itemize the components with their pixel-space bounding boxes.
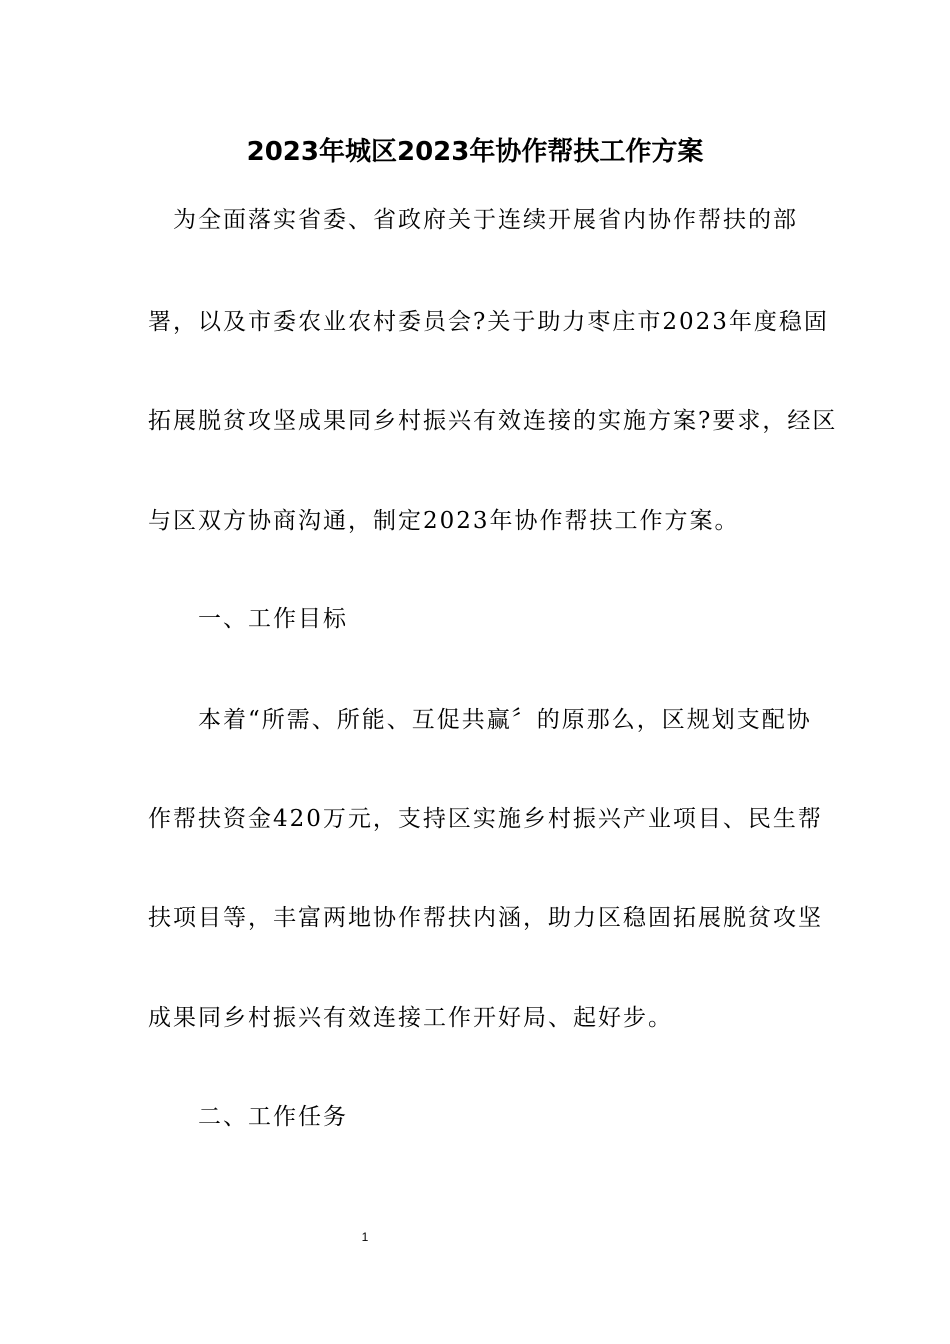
paragraph-line: 作帮扶资金420万元，支持区实施乡村振兴产业项目、民生帮 (148, 806, 823, 832)
paragraph-line: 与区双方协商沟通，制定2023年协作帮扶工作方案。 (148, 508, 740, 534)
section-heading: 二、工作任务 (148, 1104, 348, 1130)
section-heading: 一、工作目标 (148, 606, 348, 632)
page-number: 1 (361, 1230, 369, 1244)
paragraph-line: 成果同乡村振兴有效连接工作开好局、起好步。 (148, 1005, 673, 1031)
document-title: 2023年城区2023年协作帮扶工作方案 (246, 137, 704, 167)
paragraph-line: 扶项目等，丰富两地协作帮扶内涵，助力区稳固拓展脱贫攻坚 (148, 905, 823, 931)
paragraph-line: 署，以及市委农业农村委员会?关于助力枣庄市2023年度稳固 (148, 309, 829, 335)
paragraph-line: 为全面落实省委、省政府关于连续开展省内协作帮扶的部 (148, 207, 798, 233)
paragraph-line: 拓展脱贫攻坚成果同乡村振兴有效连接的实施方案?要求，经区 (148, 408, 838, 434)
paragraph-line: 本着“所需、所能、互促共赢〞的原那么，区规划支配协 (148, 707, 812, 733)
